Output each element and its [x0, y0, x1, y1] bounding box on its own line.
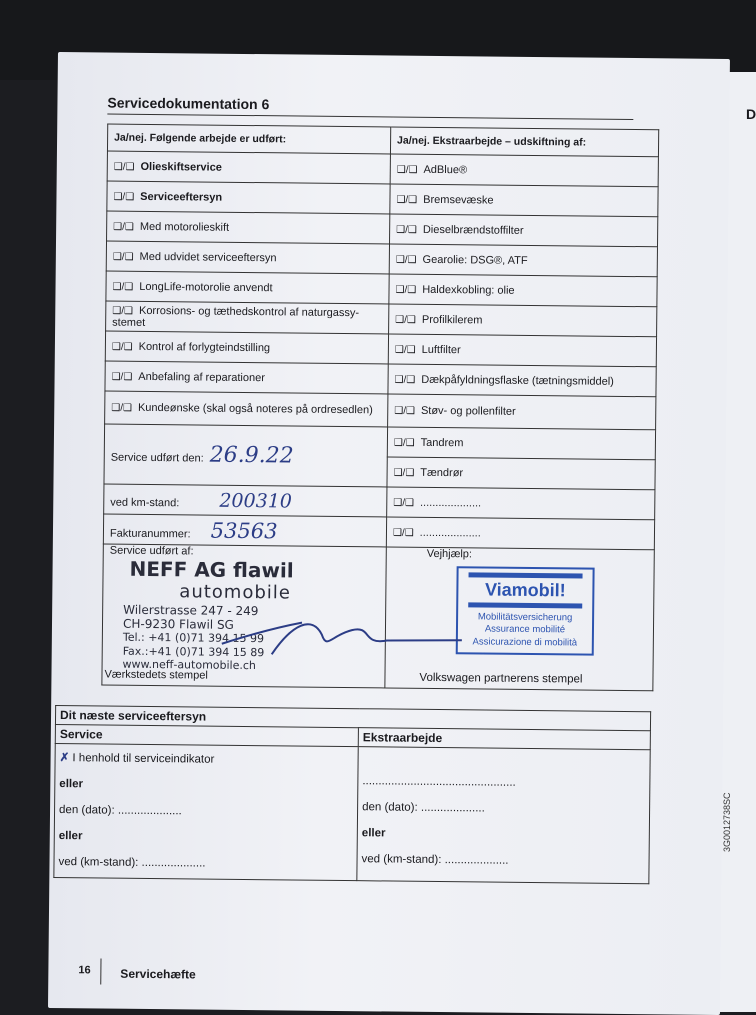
stamp-street: Wilerstrasse 247 - 249 — [123, 602, 259, 618]
right-item-label: Tændrør — [420, 466, 464, 479]
roadside-label: Vejhjælp: — [426, 547, 473, 561]
service-date-value[interactable]: 26.9.22 — [209, 442, 294, 469]
page-title: Servicedokumentation 6 — [107, 94, 270, 113]
extra-date-field[interactable]: den (dato): .................... — [362, 801, 485, 815]
next-km-field[interactable]: ved (km-stand): .................... — [58, 855, 206, 870]
checkbox-no-checked[interactable]: ❑/❑ — [395, 314, 416, 326]
right-item-label: Tandrem — [420, 436, 464, 449]
indicator-option[interactable]: ✗ I henhold til serviceindikator — [59, 752, 215, 766]
performed-by-label: Service udført af: — [109, 544, 194, 558]
title-rule — [107, 114, 633, 121]
right-item-label: Bremsevæske — [423, 193, 494, 207]
right-item-label: AdBlue® — [423, 163, 468, 176]
checkbox-yes-checked[interactable]: ❑/❑ — [112, 281, 134, 293]
right-item-label: .................... — [419, 496, 482, 509]
stamp-city: CH-9230 Flawil SG — [122, 616, 234, 632]
checkbox-yes-checked[interactable]: ❑/❑ — [112, 251, 134, 263]
viamobil-line3: Assicurazione di mobilità — [472, 636, 578, 649]
checkbox[interactable]: ❑/❑ — [393, 497, 415, 509]
extra-column-header: Ekstraarbejde — [358, 728, 650, 750]
service-column-header: Service — [55, 725, 358, 747]
checkbox-yes-checked[interactable]: ❑/❑ — [113, 221, 134, 233]
left-item-label: LongLife-motorolie anvendt — [139, 280, 273, 294]
stamp-tel: Tel.: +41 (0)71 394 15 99 — [122, 631, 265, 646]
service-date-label: Service udført den: — [110, 451, 204, 465]
left-item-label: Olieskiftservice — [140, 160, 222, 174]
viamobil-title: Viamobil! — [468, 572, 582, 608]
checkbox-no-checked[interactable]: ❑/❑ — [111, 341, 133, 353]
left-item-label: Med udvidet serviceeftersyn — [139, 250, 277, 264]
left-item-label: Med motorolieskift — [139, 220, 230, 234]
viamobil-line1: Mobilitätsversicherung — [477, 611, 573, 624]
footer-label: Servicehæfte — [120, 966, 196, 982]
extra-km-field[interactable]: ved (km-stand): .................... — [361, 852, 509, 867]
km-label: ved km-stand: — [110, 496, 180, 509]
or-label: eller — [59, 777, 84, 791]
checkbox-yes-checked[interactable]: ❑/❑ — [396, 164, 418, 176]
left-item-label: Anbefaling af reparationer — [138, 370, 265, 384]
next-service-title: Dit næste serviceeftersyn — [55, 706, 650, 731]
stamp-sub: automobile — [179, 581, 292, 604]
next-page-letter: D — [746, 106, 756, 122]
check-mark-icon: ✗ — [59, 752, 70, 765]
right-item-label: Dieselbrændstoffilter — [422, 223, 524, 237]
stamp-name: NEFF AG flawil — [129, 556, 294, 583]
stamp-fax: Fax.:+41 (0)71 394 15 89 — [122, 644, 265, 659]
km-value[interactable]: 200310 — [219, 489, 293, 512]
side-code: 3G0012738SC — [722, 792, 732, 852]
right-item-label: Dækpåfyldningsflaske (tætningsmiddel) — [421, 373, 614, 388]
signature-icon — [212, 614, 473, 667]
service-table — [101, 124, 659, 692]
next-service-table — [53, 705, 651, 885]
left-item-label: Serviceeftersyn — [140, 190, 223, 204]
right-item-label: Gearolie: DSG®, ATF — [422, 253, 528, 267]
right-header: Ja/nej. Ekstraarbejde – udskiftning af: — [390, 127, 658, 157]
invoice-value[interactable]: 53563 — [210, 518, 278, 543]
checkbox-no-checked[interactable]: ❑/❑ — [396, 194, 418, 206]
stamp-web: www.neff-automobile.ch — [122, 657, 256, 672]
or-label: eller — [361, 826, 386, 840]
table-row — [104, 424, 655, 460]
checkbox-no-checked[interactable]: ❑/❑ — [111, 402, 133, 414]
checkbox-no-checked[interactable]: ❑/❑ — [394, 405, 416, 417]
checkbox[interactable]: ❑/❑ — [392, 527, 414, 539]
page-number: 16 — [78, 964, 91, 977]
checkbox-yes-checked[interactable]: ❑/❑ — [113, 191, 135, 203]
left-item-label: Kontrol af forlygteindstilling — [138, 340, 271, 354]
workshop-stamp-label: Værkstedets stempel — [104, 668, 208, 682]
checkbox-no-checked[interactable]: ❑/❑ — [395, 284, 417, 296]
partner-stamp-label: Volkswagen partnerens stempel — [419, 671, 583, 686]
checkbox-no-checked[interactable]: ❑/❑ — [393, 467, 415, 479]
right-item-label: Haldexkobling: olie — [422, 283, 515, 297]
next-date-field[interactable]: den (dato): .................... — [59, 803, 182, 818]
left-item-label: Korrosions- og tæthedskontrol af naturgassy-stemet — [112, 304, 360, 329]
checkbox-yes-checked[interactable]: ❑/❑ — [393, 437, 415, 449]
checkbox-no-checked[interactable]: ❑/❑ — [394, 374, 416, 386]
checkbox-yes-checked[interactable]: ❑/❑ — [113, 161, 135, 173]
or-label: eller — [58, 829, 83, 842]
right-item-label: Profilkilerem — [421, 313, 483, 326]
right-item-label: Støv- og pollenfilter — [420, 404, 516, 418]
viamobil-line2: Assurance mobilité — [484, 623, 566, 636]
checkbox-no-checked[interactable]: ❑/❑ — [111, 371, 133, 383]
checkbox-no-checked[interactable]: ❑/❑ — [396, 224, 417, 236]
footer-divider — [100, 958, 101, 984]
right-item-label: .................... — [419, 526, 481, 539]
right-item-label: Luftfilter — [421, 343, 461, 356]
checkbox-no-checked[interactable]: ❑/❑ — [395, 254, 417, 266]
checkbox-yes-checked[interactable]: ❑/❑ — [112, 305, 134, 317]
left-item-label: Kundeønske (skal også noteres på ordresedlen) — [137, 401, 373, 417]
document-page — [48, 52, 730, 1015]
left-header: Ja/nej. Følgende arbejde er udført: — [107, 124, 390, 154]
checkbox-no-checked[interactable]: ❑/❑ — [394, 344, 416, 356]
invoice-label: Fakturanummer: — [109, 527, 191, 540]
extra-work-field[interactable]: ................................................ — [362, 775, 516, 789]
viamobil-stamp — [456, 566, 595, 655]
